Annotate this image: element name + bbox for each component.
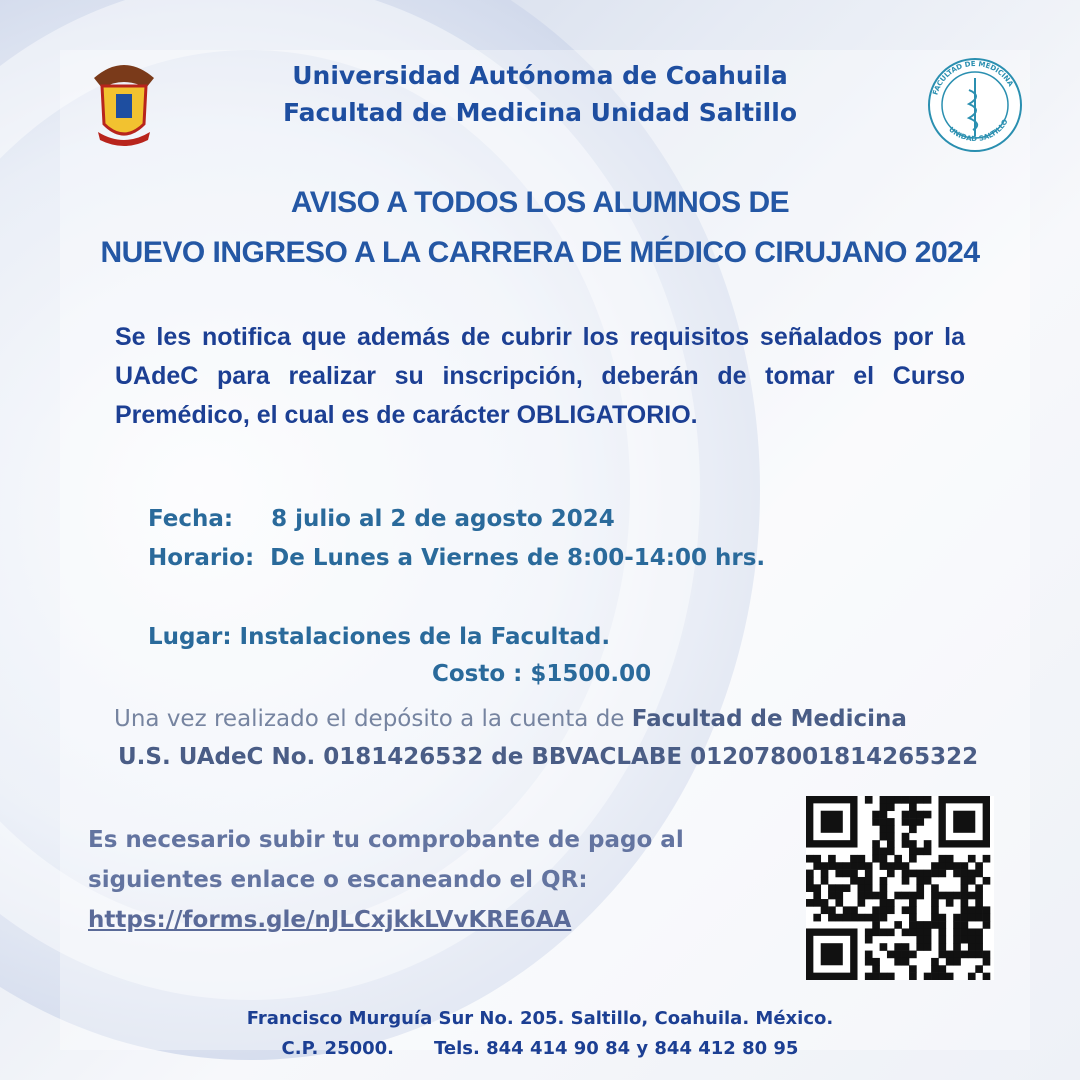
fecha-row: [148, 506, 615, 532]
qr-module: [858, 855, 866, 863]
qr-module: [961, 936, 969, 944]
qr-module: [961, 892, 969, 900]
qr-module: [813, 892, 821, 900]
qr-module: [872, 892, 880, 900]
qr-module: [894, 855, 902, 863]
qr-module: [946, 951, 954, 959]
qr-module: [806, 870, 814, 878]
qr-module: [887, 825, 895, 833]
qr-module: [843, 884, 851, 892]
qr-module: [880, 884, 888, 892]
qr-module: [924, 943, 932, 951]
qr-module: [880, 811, 888, 819]
notice-title: [40, 178, 1040, 278]
qr-module: [872, 914, 880, 922]
qr-module: [953, 921, 961, 929]
footer-address: Francisco Murguía Sur No. 205. Saltillo, Coahuila. México.: [246, 1008, 834, 1029]
qr-module: [924, 848, 932, 856]
university-coat-of-arms-logo: [88, 58, 160, 146]
payment-text: Una vez realizado el depósito a la cuenta de: [114, 706, 625, 732]
qr-module: [894, 796, 902, 804]
institution-header: [160, 57, 920, 131]
qr-module: [916, 848, 924, 856]
qr-module: [924, 811, 932, 819]
qr-module: [865, 892, 873, 900]
university-name: Universidad Autónoma de Coahuila: [292, 61, 788, 90]
qr-module: [961, 928, 969, 936]
qr-module: [909, 825, 917, 833]
qr-module: [916, 943, 924, 951]
qr-module: [843, 862, 851, 870]
qr-module: [946, 958, 954, 966]
qr-module: [931, 862, 939, 870]
qr-module: [865, 870, 873, 878]
qr-module: [924, 840, 932, 848]
qr-module: [902, 958, 910, 966]
qr-module: [902, 928, 910, 936]
qr-module: [961, 951, 969, 959]
qr-module: [850, 862, 858, 870]
qr-module: [924, 870, 932, 878]
qr-module: [850, 914, 858, 922]
qr-module: [931, 884, 939, 892]
qr-module: [931, 914, 939, 922]
qr-module: [894, 958, 902, 966]
qr-module: [887, 803, 895, 811]
lugar: Lugar: Instalaciones de la Facultad.: [148, 624, 611, 650]
qr-module: [961, 877, 969, 885]
qr-module: [828, 884, 836, 892]
qr-module: [968, 870, 976, 878]
qr-module: [887, 862, 895, 870]
qr-module: [902, 811, 910, 819]
qr-module: [953, 936, 961, 944]
qr-module: [821, 862, 829, 870]
qr-module: [953, 928, 961, 936]
qr-module: [894, 951, 902, 959]
qr-module: [806, 855, 814, 863]
qr-module: [938, 914, 946, 922]
qr-module: [902, 951, 910, 959]
qr-module: [983, 906, 991, 914]
qr-module: [902, 796, 910, 804]
qr-module: [916, 928, 924, 936]
qr-module: [887, 899, 895, 907]
qr-module: [843, 906, 851, 914]
qr-module: [806, 899, 814, 907]
qr-module: [938, 965, 946, 973]
fecha-label: Fecha:: [148, 506, 234, 532]
qr-module: [924, 877, 932, 885]
qr-module: [953, 892, 961, 900]
qr-module: [916, 936, 924, 944]
qr-module: [916, 877, 924, 885]
qr-module: [975, 965, 983, 973]
qr-module: [946, 862, 954, 870]
qr-module: [902, 862, 910, 870]
qr-module: [880, 899, 888, 907]
qr-module: [872, 965, 880, 973]
qr-module: [953, 958, 961, 966]
horario-value: De Lunes a Viernes de 8:00-14:00 hrs.: [270, 545, 766, 571]
qr-module: [961, 906, 969, 914]
qr-module: [909, 892, 917, 900]
qr-module: [909, 965, 917, 973]
qr-module: [975, 884, 983, 892]
qr-module: [931, 870, 939, 878]
qr-module: [835, 870, 843, 878]
qr-module: [909, 818, 917, 826]
qr-module: [916, 870, 924, 878]
qr-module: [924, 921, 932, 929]
qr-module: [968, 943, 976, 951]
qr-module: [909, 921, 917, 929]
qr-module: [880, 877, 888, 885]
qr-module: [835, 862, 843, 870]
qr-module: [924, 973, 932, 980]
qr-module: [828, 855, 836, 863]
qr-module: [887, 833, 895, 841]
qr-module: [983, 973, 991, 980]
qr-module: [821, 906, 829, 914]
qr-module: [880, 825, 888, 833]
qr-module: [894, 943, 902, 951]
qr-module: [975, 870, 983, 878]
qr-module: [975, 906, 983, 914]
qr-module: [916, 884, 924, 892]
qr-module: [828, 862, 836, 870]
qr-module: [931, 958, 939, 966]
horario-row: [148, 545, 765, 571]
qr-module: [850, 870, 858, 878]
qr-module: [865, 877, 873, 885]
qr-module: [813, 914, 821, 922]
qr-module: [835, 899, 843, 907]
qr-module: [872, 928, 880, 936]
qr-module: [865, 973, 873, 980]
qr-module: [909, 870, 917, 878]
qr-module: [887, 870, 895, 878]
qr-module: [968, 951, 976, 959]
qr-module: [865, 928, 873, 936]
qr-module: [931, 973, 939, 980]
qr-module: [835, 914, 843, 922]
qr-module: [872, 973, 880, 980]
qr-module: [865, 862, 873, 870]
qr-module: [975, 943, 983, 951]
qr-module: [880, 833, 888, 841]
upload-instructions: [88, 820, 684, 940]
qr-module: [894, 862, 902, 870]
qr-module: [828, 892, 836, 900]
qr-module: [953, 870, 961, 878]
qr-module: [938, 928, 946, 936]
qr-module: [887, 928, 895, 936]
footer-postal-code: C.P. 25000.: [281, 1038, 395, 1059]
qr-module: [909, 951, 917, 959]
qr-module: [813, 855, 821, 863]
qr-module: [880, 914, 888, 922]
qr-module: [924, 928, 932, 936]
qr-module: [880, 855, 888, 863]
qr-module: [961, 914, 969, 922]
notice-paragraph: Se les notifica que además de cubrir los requisitos señalados por la UAdeC para realizar su inscripción, deberán de tomar el Curso Premédico, el cual es de carácter OBLIGATORIO.: [115, 323, 965, 429]
qr-module: [909, 973, 917, 980]
seal-text-top: FACULTAD DE MEDICINA: [931, 59, 1015, 96]
qr-module: [880, 973, 888, 980]
qr-module: [872, 840, 880, 848]
qr-module: [968, 928, 976, 936]
qr-module: [887, 906, 895, 914]
qr-module: [894, 892, 902, 900]
qr-module: [887, 973, 895, 980]
qr-module: [938, 943, 946, 951]
qr-module: [983, 914, 991, 922]
qr-module: [909, 906, 917, 914]
qr-code[interactable]: [806, 796, 994, 980]
qr-module: [909, 899, 917, 907]
qr-module: [931, 965, 939, 973]
qr-finder: [953, 811, 975, 833]
qr-module: [961, 862, 969, 870]
qr-module: [880, 796, 888, 804]
qr-module: [880, 803, 888, 811]
qr-module: [909, 803, 917, 811]
qr-module: [806, 884, 814, 892]
qr-module: [946, 855, 954, 863]
qr-module: [975, 892, 983, 900]
qr-module: [968, 877, 976, 885]
qr-finder: [821, 811, 843, 833]
qr-module: [902, 892, 910, 900]
qr-module: [909, 840, 917, 848]
qr-module: [961, 899, 969, 907]
title-line-1: AVISO A TODOS LOS ALUMNOS DE: [290, 186, 790, 219]
qr-module: [983, 951, 991, 959]
qr-module: [938, 892, 946, 900]
qr-module: [865, 884, 873, 892]
qr-module: [983, 958, 991, 966]
qr-module: [938, 870, 946, 878]
qr-module: [946, 973, 954, 980]
qr-module: [916, 796, 924, 804]
qr-module: [968, 892, 976, 900]
qr-module: [909, 796, 917, 804]
qr-module: [872, 818, 880, 826]
qr-module: [850, 855, 858, 863]
qr-module: [968, 973, 976, 980]
qr-module: [887, 796, 895, 804]
qr-module: [909, 848, 917, 856]
qr-module: [850, 906, 858, 914]
qr-module: [983, 921, 991, 929]
qr-module: [961, 870, 969, 878]
qr-module: [938, 855, 946, 863]
qr-module: [872, 958, 880, 966]
qr-module: [975, 862, 983, 870]
qr-module: [828, 914, 836, 922]
form-link[interactable]: https://forms.gle/nJLCxjkkLVvKRE6AA: [88, 907, 572, 933]
qr-module: [887, 848, 895, 856]
qr-module: [902, 906, 910, 914]
qr-module: [865, 958, 873, 966]
qr-module: [858, 884, 866, 892]
qr-module: [902, 877, 910, 885]
qr-module: [938, 921, 946, 929]
qr-module: [931, 906, 939, 914]
qr-module: [821, 899, 829, 907]
qr-module: [924, 936, 932, 944]
qr-module: [975, 928, 983, 936]
qr-module: [813, 884, 821, 892]
qr-module: [880, 943, 888, 951]
qr-module: [924, 796, 932, 804]
qr-module: [902, 833, 910, 841]
qr-module: [968, 936, 976, 944]
qr-module: [865, 936, 873, 944]
qr-module: [880, 862, 888, 870]
qr-module: [953, 951, 961, 959]
qr-module: [938, 973, 946, 980]
qr-module: [821, 877, 829, 885]
costo: Costo : $1500.00: [432, 661, 652, 687]
qr-module: [968, 855, 976, 863]
qr-module: [880, 892, 888, 900]
qr-module: [975, 951, 983, 959]
footer-contact: [100, 1004, 980, 1064]
qr-module: [865, 796, 873, 804]
upload-line-1: Es necesario subir tu comprobante de pago al: [88, 827, 684, 853]
qr-module: [887, 818, 895, 826]
qr-module: [946, 892, 954, 900]
qr-module: [975, 936, 983, 944]
qr-module: [887, 840, 895, 848]
qr-module: [902, 870, 910, 878]
qr-module: [953, 862, 961, 870]
qr-module: [872, 855, 880, 863]
qr-module: [931, 899, 939, 907]
qr-module: [909, 914, 917, 922]
qr-module: [916, 818, 924, 826]
qr-module: [909, 928, 917, 936]
qr-module: [887, 951, 895, 959]
qr-module: [953, 943, 961, 951]
qr-module: [813, 862, 821, 870]
qr-module: [938, 862, 946, 870]
qr-module: [961, 921, 969, 929]
qr-module: [916, 811, 924, 819]
qr-module: [880, 848, 888, 856]
title-line-2: NUEVO INGRESO A LA CARRERA DE MÉDICO CIRUJANO 2024: [100, 236, 980, 269]
horario-label: Horario:: [148, 545, 255, 571]
qr-module: [909, 855, 917, 863]
qr-module: [813, 899, 821, 907]
qr-module: [880, 906, 888, 914]
qr-module: [872, 811, 880, 819]
qr-module: [938, 936, 946, 944]
qr-module: [909, 811, 917, 819]
qr-module: [968, 906, 976, 914]
footer-phones: Tels. 844 414 90 84 y 844 412 80 95: [434, 1038, 799, 1059]
qr-module: [858, 862, 866, 870]
qr-module: [858, 892, 866, 900]
qr-finder: [821, 943, 843, 965]
qr-module: [872, 906, 880, 914]
qr-module: [872, 848, 880, 856]
qr-module: [872, 921, 880, 929]
qr-module: [858, 877, 866, 885]
payment-line-1: [114, 706, 1044, 732]
qr-module: [931, 921, 939, 929]
qr-module: [902, 943, 910, 951]
qr-module: [865, 914, 873, 922]
qr-module: [983, 877, 991, 885]
qr-module: [865, 951, 873, 959]
qr-module: [961, 884, 969, 892]
qr-module: [938, 951, 946, 959]
qr-module: [916, 921, 924, 929]
qr-module: [835, 892, 843, 900]
qr-module: [975, 914, 983, 922]
qr-module: [902, 840, 910, 848]
qr-module: [850, 877, 858, 885]
qr-module: [916, 892, 924, 900]
qr-module: [880, 928, 888, 936]
qr-module: [931, 892, 939, 900]
qr-module: [953, 914, 961, 922]
qr-module: [858, 914, 866, 922]
qr-module: [975, 899, 983, 907]
qr-module: [894, 921, 902, 929]
qr-module: [843, 914, 851, 922]
faculty-name: Facultad de Medicina Unidad Saltillo: [282, 98, 797, 127]
qr-module: [902, 818, 910, 826]
qr-module: [806, 877, 814, 885]
payment-line-2: U.S. UAdeC No. 0181426532 de BBVACLABE 012078001814265322: [118, 744, 979, 770]
upload-line-2: siguientes enlace o escaneando el QR:: [88, 867, 588, 893]
payment-account-name: Facultad de Medicina: [631, 706, 907, 732]
fecha-value: 8 julio al 2 de agosto 2024: [271, 506, 615, 532]
qr-module: [843, 870, 851, 878]
faculty-seal-logo: [926, 56, 1024, 154]
qr-module: [946, 899, 954, 907]
seal-text-bottom: UNIDAD SALTILLO: [947, 117, 1010, 144]
qr-module: [828, 906, 836, 914]
qr-module: [821, 870, 829, 878]
qr-module: [968, 914, 976, 922]
qr-module: [858, 899, 866, 907]
qr-module: [880, 818, 888, 826]
qr-module: [835, 884, 843, 892]
qr-module: [983, 855, 991, 863]
